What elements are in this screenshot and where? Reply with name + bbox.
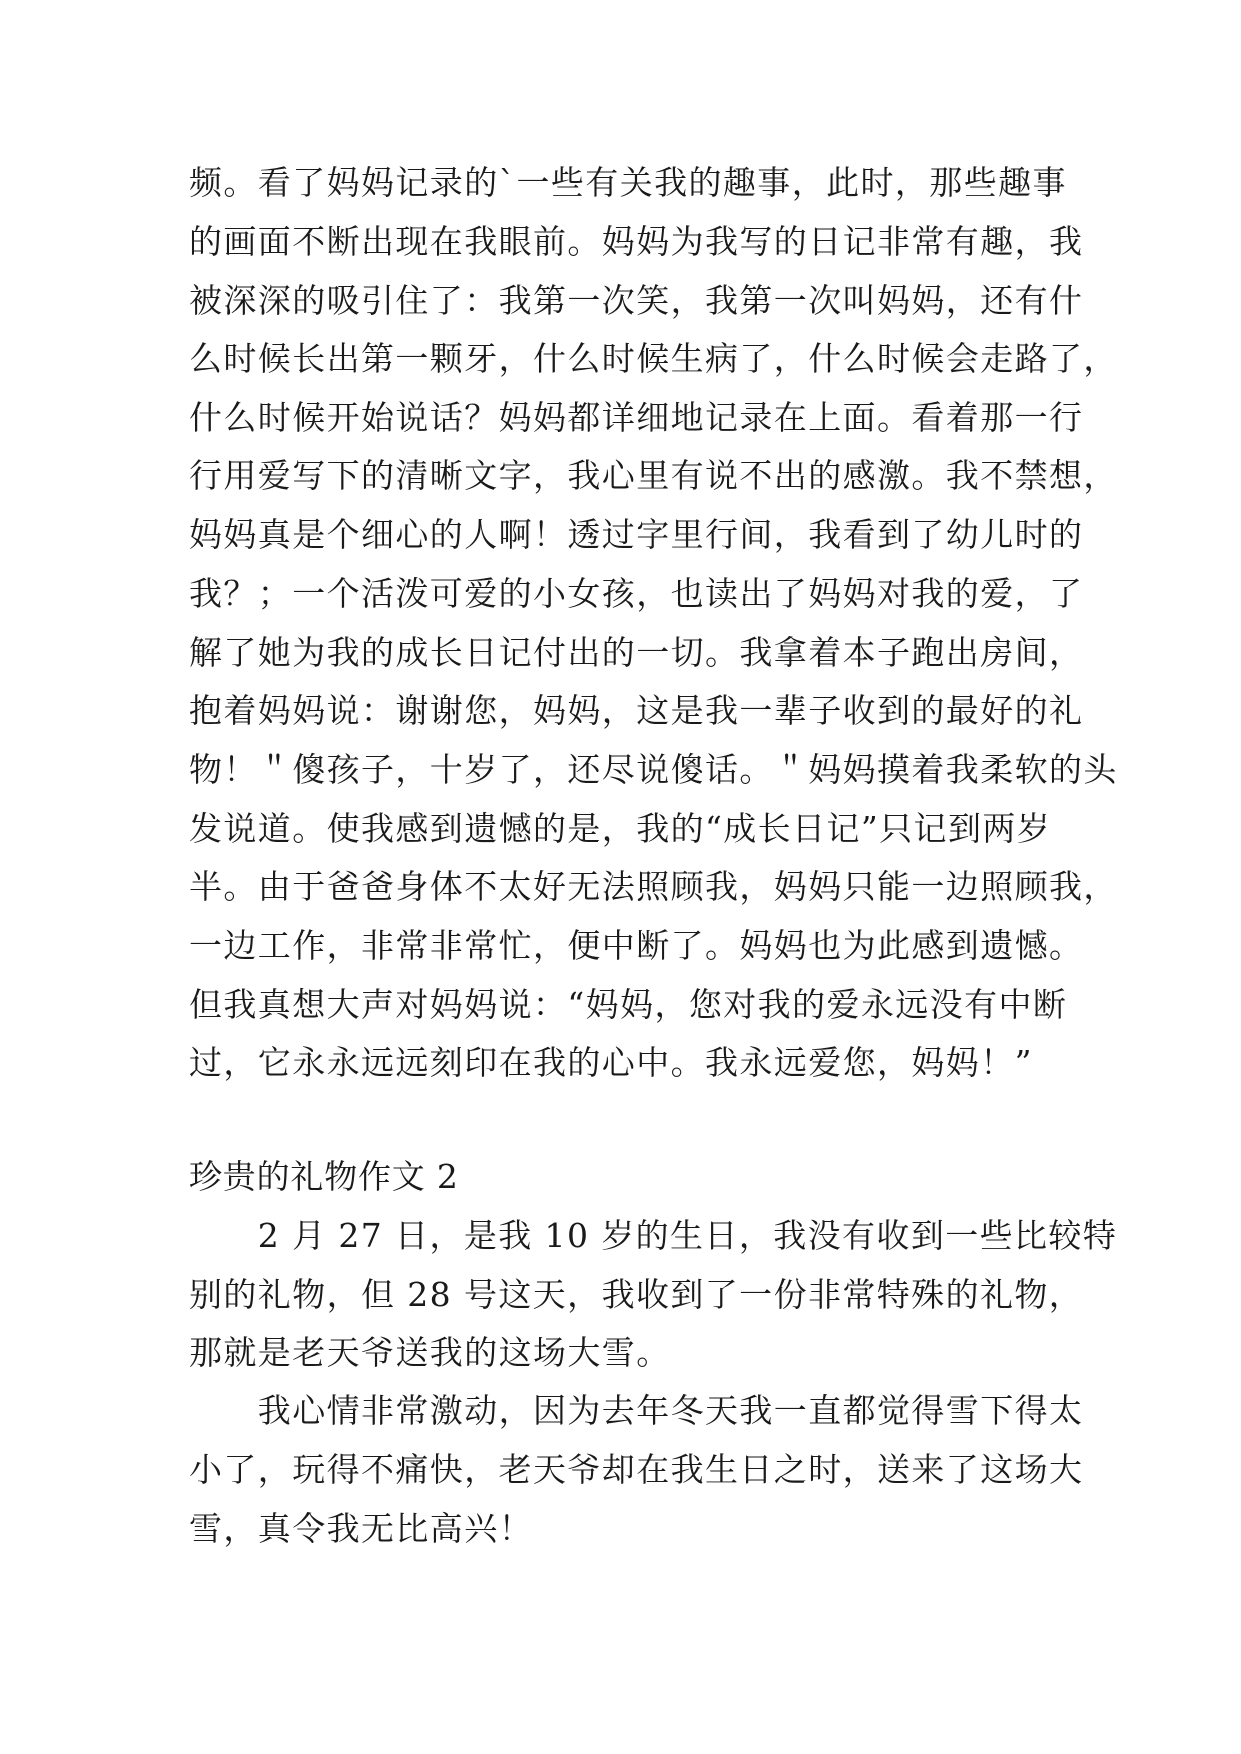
paragraph-line: 2 月 27 日，是我 10 岁的生日，我没有收到一些比较特 bbox=[189, 1216, 1118, 1255]
body-text-line: 妈妈真是个细心的人啊！透过字里行间，我看到了幼儿时的 bbox=[189, 515, 1084, 554]
body-text-line: 一边工作，非常非常忙，便中断了。妈妈也为此感到遗憾。 bbox=[189, 926, 1084, 965]
body-text-line: 解了她为我的成长日记付出的一切。我拿着本子跑出房间， bbox=[189, 633, 1084, 672]
body-text-line: 什么时候开始说话？妈妈都详细地记录在上面。看着那一行 bbox=[189, 398, 1084, 437]
body-text-line: 但我真想大声对妈妈说：“妈妈，您对我的爱永远没有中断 bbox=[189, 985, 1068, 1024]
body-text-line: 物！＂傻孩子，十岁了，还尽说傻话。＂妈妈摸着我柔软的头 bbox=[189, 750, 1118, 789]
paragraph-line: 那就是老天爷送我的这场大雪。 bbox=[189, 1333, 671, 1372]
body-text-line: 过，它永永远远刻印在我的心中。我永远爱您，妈妈！” bbox=[189, 1043, 1033, 1082]
body-text-line: 行用爱写下的清晰文字，我心里有说不出的感激。我不禁想， bbox=[189, 456, 1118, 495]
body-text-line: 抱着妈妈说：谢谢您，妈妈，这是我一辈子收到的最好的礼 bbox=[189, 691, 1084, 730]
paragraph-line: 雪，真令我无比高兴！ bbox=[189, 1509, 533, 1548]
paragraph-line: 别的礼物，但 28 号这天，我收到了一份非常特殊的礼物， bbox=[189, 1275, 1084, 1314]
body-text-line: 发说道。使我感到遗憾的是，我的“成长日记”只记到两岁 bbox=[189, 809, 1052, 848]
paragraph-line: 我心情非常激动，因为去年冬天我一直都觉得雪下得太 bbox=[189, 1391, 1084, 1430]
body-text-line: 被深深的吸引住了：我第一次笑，我第一次叫妈妈，还有什 bbox=[189, 281, 1084, 320]
section-title: 珍贵的礼物作文 2 bbox=[189, 1157, 459, 1196]
paragraph-line: 小了，玩得不痛快，老天爷却在我生日之时，送来了这场大 bbox=[189, 1450, 1084, 1489]
body-text-line: 频。看了妈妈记录的`一些有关我的趣事，此时，那些趣事 bbox=[189, 163, 1067, 202]
body-text-line: 半。由于爸爸身体不太好无法照顾我，妈妈只能一边照顾我， bbox=[189, 867, 1118, 906]
body-text-line: 的画面不断出现在我眼前。妈妈为我写的日记非常有趣，我 bbox=[189, 222, 1084, 261]
body-text-line: 我？；一个活泼可爱的小女孩，也读出了妈妈对我的爱，了 bbox=[189, 574, 1084, 613]
body-text-line: 么时候长出第一颗牙，什么时候生病了，什么时候会走路了， bbox=[189, 339, 1118, 378]
